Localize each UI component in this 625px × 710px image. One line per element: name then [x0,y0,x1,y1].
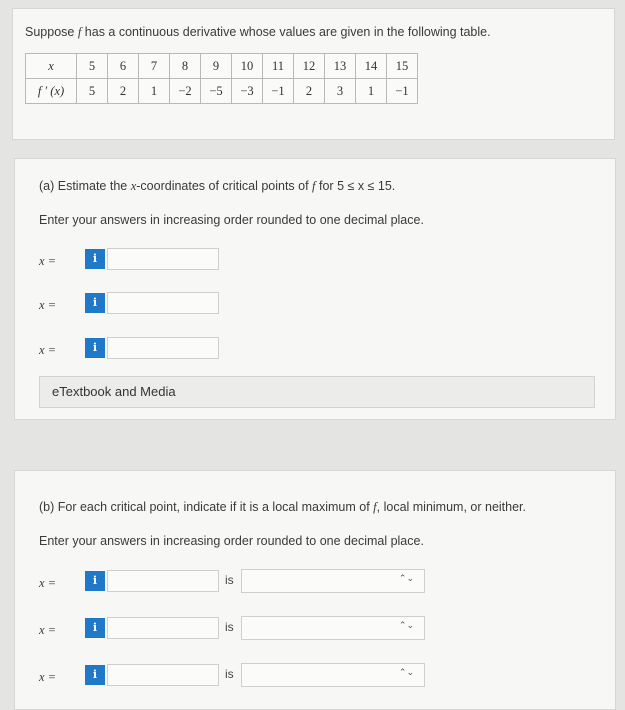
problem-card [12,8,615,140]
x-label: x = [39,254,57,268]
fprime-cell: 5 [77,79,108,104]
x-cell: 7 [139,54,170,79]
fprime-cell: −1 [387,79,418,104]
answer-input-b1[interactable] [107,570,219,592]
info-icon[interactable]: i [85,249,105,269]
info-icon[interactable]: i [85,338,105,358]
etextbook-media-button[interactable]: eTextbook and Media [39,376,595,408]
part-b-instruction: Enter your answers in increasing order rounded to one decimal place. [39,534,424,548]
table-row-fprime [26,79,418,104]
x-cell: 12 [294,54,325,79]
fprime-cell: −2 [170,79,201,104]
part-b-question-suffix: , local minimum, or neither. [376,500,526,514]
chevron-updown-icon: ⌃⌄ [398,620,414,630]
part-a-question-suffix: for 5 ≤ x ≤ 15. [315,179,396,193]
is-label: is [225,667,234,681]
fprime-cell: 2 [294,79,325,104]
x-cell: 9 [201,54,232,79]
table-row-x [26,54,418,79]
part-b-question-prefix: (b) For each critical point, indicate if it is a local maximum of [39,500,374,514]
fprime-cell: 1 [356,79,387,104]
fprime-cell: 3 [325,79,356,104]
chevron-updown-icon: ⌃⌄ [398,573,414,583]
x-cell: 15 [387,54,418,79]
part-a-question-var: x [130,179,137,193]
x-cell: 6 [108,54,139,79]
is-label: is [225,620,234,634]
classification-select-3[interactable] [241,663,425,687]
fprime-header: f ′ (x) [26,79,77,104]
answer-input-a2[interactable] [107,292,219,314]
classification-select-2[interactable] [241,616,425,640]
x-header: x [26,54,77,79]
x-cell: 10 [232,54,263,79]
info-icon[interactable]: i [85,665,105,685]
part-a-question-func: f [312,179,316,193]
is-label: is [225,573,234,587]
intro-func: f [77,25,82,39]
derivative-table [25,53,418,104]
x-cell: 13 [325,54,356,79]
x-label: x = [39,343,57,357]
fprime-cell: −1 [263,79,294,104]
answer-input-b2[interactable] [107,617,219,639]
answer-input-a1[interactable] [107,248,219,270]
intro-suffix: has a continuous derivative whose values are given in the following table. [81,25,491,39]
chevron-updown-icon: ⌃⌄ [398,667,414,677]
fprime-cell: −3 [232,79,263,104]
fprime-cell: 2 [108,79,139,104]
x-label: x = [39,576,57,590]
part-b-card [14,470,616,710]
part-a-card [14,158,616,420]
answer-input-a3[interactable] [107,337,219,359]
classification-select-1[interactable] [241,569,425,593]
problem-statement [25,25,491,40]
x-label: x = [39,670,57,684]
x-cell: 11 [263,54,294,79]
part-a-question-mid: -coordinates of critical points of [136,179,313,193]
info-icon[interactable]: i [85,618,105,638]
x-cell: 14 [356,54,387,79]
part-b-question-func: f [373,500,377,514]
intro-prefix: Suppose [25,25,78,39]
fprime-cell: 1 [139,79,170,104]
part-a-question [39,179,395,194]
info-icon[interactable]: i [85,571,105,591]
x-cell: 8 [170,54,201,79]
info-icon[interactable]: i [85,293,105,313]
part-b-question [39,500,526,515]
part-a-question-prefix: (a) Estimate the [39,179,131,193]
answer-input-b3[interactable] [107,664,219,686]
x-cell: 5 [77,54,108,79]
fprime-cell: −5 [201,79,232,104]
x-label: x = [39,298,57,312]
x-label: x = [39,623,57,637]
part-a-instruction: Enter your answers in increasing order rounded to one decimal place. [39,213,424,227]
